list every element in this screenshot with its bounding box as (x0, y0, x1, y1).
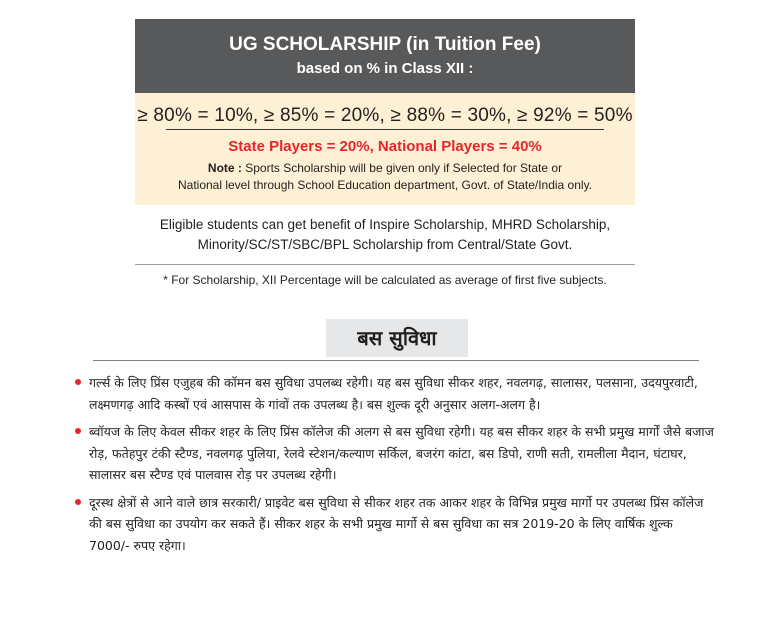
note-text-1: Sports Scholarship will be given only if Selected for State or (241, 161, 563, 175)
players-scholarship: State Players = 20%, National Players = 40% (228, 138, 542, 155)
bullet-icon (75, 379, 81, 385)
scholarship-subtitle: based on % in Class XII : (296, 60, 474, 77)
footnote-divider (135, 264, 635, 265)
scholarship-title: UG SCHOLARSHIP (in Tuition Fee) (229, 34, 541, 55)
bus-section-heading: बस सुविधा (326, 319, 468, 357)
sports-note-line-1 (135, 160, 635, 177)
note-label: Note : (207, 161, 242, 175)
slab-underline (166, 129, 604, 130)
list-item (75, 492, 715, 557)
bus-item-text: दूरस्थ क्षेत्रों से आने वाले छात्र सरकारी/ प्राइवेट बस सुविधा से सीकर शहर तक आकर शहर के विभिन्न प्रमुख मार्गो पर उपलब्ध प्रिंस कॉलेज की बस सुविधा का उपयोग कर सकते हैं। सीकर शहर के सभी प्रमुख मार्गो से बस सुविधा का सत्र 2019-20 के लिए वार्षिक शुल्क 7000/- रुपए रहेगा। (89, 494, 704, 553)
bullet-icon (75, 499, 81, 505)
sports-note-line-2: National level through School Education department, Govt. of State/India only. (177, 178, 593, 192)
slab-85: ≥ 85% = 20%, (258, 105, 385, 126)
slab-80: ≥ 80% = 10%, (137, 105, 259, 126)
list-item (75, 372, 715, 415)
bus-item-text: गर्ल्स के लिए प्रिंस एजुहब की कॉमन बस सुविधा उपलब्ध रहेगी। यह बस सुविधा सीकर शहर, नवलगढ़, सालासर, पलसाना, उदयपुरवाटी, लक्ष्मणगढ़ आदि कस्बों एवं आसपास के गांवों तक उपलब्ध है। बस शुल्क दूरी अनुसार अलग-अलग है। (89, 375, 698, 412)
scholarship-box (135, 19, 635, 263)
scholarship-body (135, 93, 635, 205)
scholarship-slabs (135, 105, 635, 127)
eligible-benefits (135, 205, 635, 263)
scholarship-header (135, 19, 635, 93)
sports-note (135, 160, 635, 194)
bullet-icon (75, 428, 81, 434)
slab-88: ≥ 88% = 30%, (385, 105, 512, 126)
bus-heading-divider (93, 360, 699, 361)
slab-92: ≥ 92% = 50% (511, 105, 633, 126)
eligible-line-2: Minority/SC/ST/SBC/BPL Scholarship from Central/State Govt. (197, 237, 573, 252)
bus-facility-list (75, 372, 715, 562)
bus-item-text: ब्वॉयज के लिए केवल सीकर शहर के लिए प्रिंस कॉलेज की अलग से बस सुविधा रहेगी। यह बस सीकर शहर के सभी प्रमुख मार्गों जैसे बजाज रोड़, फतेहपुर टंकी स्टैण्ड, नवलगढ़ पुलिया, रेलवे स्टेशन/कल्याण सर्किल, बजरंग कांटा, बस डिपो, राणी सती, रामलीला मैदान, घंटाघर, सालासर बस स्टैण्ड एवं पालवास रोड़ पर उपलब्ध रहेगी। (89, 424, 714, 482)
scholarship-footnote: * For Scholarship, XII Percentage will be calculated as average of first five subjects. (163, 273, 607, 287)
eligible-line-1: Eligible students can get benefit of Inspire Scholarship, MHRD Scholarship, (159, 217, 611, 232)
list-item (75, 421, 715, 486)
